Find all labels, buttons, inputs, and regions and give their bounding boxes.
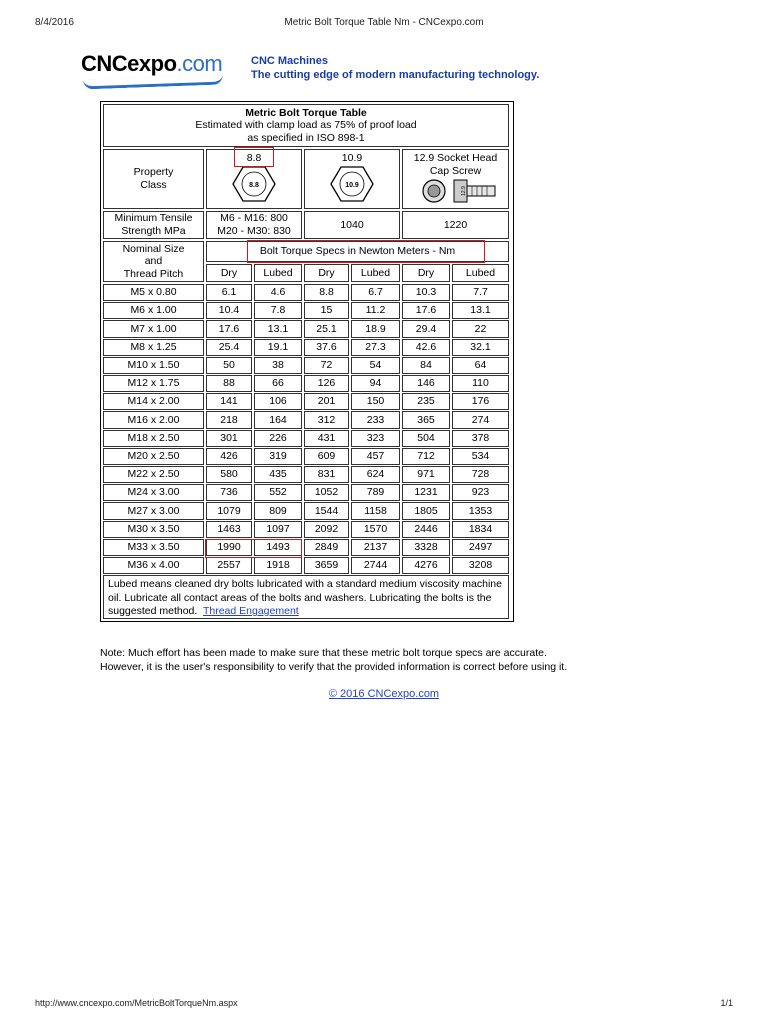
row-size-label: M5 x 0.80: [103, 284, 204, 301]
torque-value-cell: 17.6: [402, 302, 450, 319]
torque-value-cell: 323: [351, 430, 400, 447]
torque-value-cell: 971: [402, 466, 450, 483]
torque-value-cell: 2137: [351, 539, 400, 556]
torque-value-cell: 2849: [304, 539, 349, 556]
subheader-1: Lubed: [254, 264, 302, 282]
torque-value-cell: 38: [254, 357, 302, 374]
hex-129-text: 12.9: [460, 186, 467, 197]
torque-value-cell: 233: [351, 411, 400, 428]
class-129-cell: [402, 149, 509, 209]
note-line-1: Note: Much effort has been made to make sure that these metric bolt torque specs are accurate.: [100, 647, 547, 659]
table-title-cell: [103, 104, 509, 147]
torque-value-cell: 319: [254, 448, 302, 465]
torque-value-cell: 457: [351, 448, 400, 465]
min-tensile-label: Minimum Tensile Strength MPa: [103, 211, 204, 239]
row-size-label: M14 x 2.00: [103, 393, 204, 410]
table-title: Metric Bolt Torque Table: [245, 106, 367, 119]
print-page-number: 1/1: [720, 998, 733, 1008]
torque-value-cell: 25.4: [206, 339, 252, 356]
torque-value-cell: 110: [452, 375, 509, 392]
footnote-text: Lubed means cleaned dry bolts lubricated with a standard medium viscosity machine oil. Lubricate all contact areas of the bolts and washers. Lubricating the bolts is the suggested method.: [108, 578, 502, 617]
logo-main: CNCexpo: [81, 51, 177, 76]
torque-value-cell: 2497: [452, 539, 509, 556]
torque-value-cell: 13.1: [452, 302, 509, 319]
torque-value-cell: 42.6: [402, 339, 450, 356]
torque-value-cell: 1463: [206, 521, 252, 538]
torque-value-cell: 4276: [402, 557, 450, 574]
torque-value-cell: 624: [351, 466, 400, 483]
torque-value-cell: 831: [304, 466, 349, 483]
torque-value-cell: 94: [351, 375, 400, 392]
row-size-label: M33 x 3.50: [103, 539, 204, 556]
torque-value-cell: 88: [206, 375, 252, 392]
nominal-size-label: Nominal Size and Thread Pitch: [103, 241, 204, 282]
torque-value-cell: 1570: [351, 521, 400, 538]
torque-value-cell: 106: [254, 393, 302, 410]
row-size-label: M24 x 3.00: [103, 484, 204, 501]
torque-value-cell: 11.2: [351, 302, 400, 319]
torque-value-cell: 534: [452, 448, 509, 465]
torque-value-cell: 378: [452, 430, 509, 447]
torque-value-cell: 728: [452, 466, 509, 483]
torque-value-cell: 72: [304, 357, 349, 374]
torque-value-cell: 218: [206, 411, 252, 428]
table-subtitle-1: Estimated with clamp load as 75% of proof load: [195, 119, 417, 132]
torque-value-cell: 365: [402, 411, 450, 428]
torque-value-cell: 27.3: [351, 339, 400, 356]
torque-value-cell: 1097: [254, 521, 302, 538]
class-109-cell: [304, 149, 400, 209]
torque-table: [100, 101, 514, 622]
site-logo[interactable]: [81, 51, 222, 77]
torque-value-cell: 17.6: [206, 320, 252, 337]
torque-value-cell: 13.1: [254, 320, 302, 337]
torque-value-cell: 3328: [402, 539, 450, 556]
hex-bolt-109-icon: [329, 165, 375, 203]
tensile-129: 1220: [402, 211, 509, 239]
row-size-label: M8 x 1.25: [103, 339, 204, 356]
torque-value-cell: 25.1: [304, 320, 349, 337]
class-88-cell: [206, 149, 302, 209]
torque-value-cell: 66: [254, 375, 302, 392]
subheader-5: Lubed: [452, 264, 509, 282]
tensile-109: 1040: [304, 211, 400, 239]
torque-value-cell: 1353: [452, 502, 509, 519]
print-date: 8/4/2016: [35, 17, 74, 28]
hex-88-text: 8.8: [249, 181, 259, 189]
thread-engagement-link[interactable]: Thread Engagement: [202, 605, 299, 617]
torque-value-cell: 18.9: [351, 320, 400, 337]
torque-value-cell: 15: [304, 302, 349, 319]
torque-value-cell: 6.7: [351, 284, 400, 301]
class-129-label: 12.9 Socket Head Cap Screw: [413, 152, 498, 177]
row-size-label: M7 x 1.00: [103, 320, 204, 337]
torque-value-cell: 712: [402, 448, 450, 465]
print-title: Metric Bolt Torque Table Nm - CNCexpo.com: [284, 17, 484, 28]
property-class-label: Property Class: [103, 149, 204, 209]
torque-value-cell: 29.4: [402, 320, 450, 337]
torque-value-cell: 37.6: [304, 339, 349, 356]
torque-value-cell: 580: [206, 466, 252, 483]
torque-value-cell: 22: [452, 320, 509, 337]
row-size-label: M6 x 1.00: [103, 302, 204, 319]
torque-value-cell: 1805: [402, 502, 450, 519]
torque-value-cell: 1079: [206, 502, 252, 519]
torque-value-cell: 435: [254, 466, 302, 483]
torque-value-cell: 312: [304, 411, 349, 428]
tagline-subtitle: The cutting edge of modern manufacturing technology.: [251, 69, 540, 81]
torque-value-cell: 6.1: [206, 284, 252, 301]
tensile-88: M6 - M16: 800 M20 - M30: 830: [206, 211, 302, 239]
table-subtitle-2: as specified in ISO 898-1: [247, 131, 365, 144]
torque-value-cell: 146: [402, 375, 450, 392]
torque-value-cell: 141: [206, 393, 252, 410]
torque-value-cell: 2744: [351, 557, 400, 574]
torque-value-cell: 301: [206, 430, 252, 447]
torque-value-cell: 64: [452, 357, 509, 374]
subheader-2: Dry: [304, 264, 349, 282]
torque-value-cell: 1231: [402, 484, 450, 501]
logo-swoosh-icon: [83, 75, 223, 90]
specs-heading: Bolt Torque Specs in Newton Meters - Nm: [259, 245, 456, 258]
torque-value-cell: 54: [351, 357, 400, 374]
torque-value-cell: 552: [254, 484, 302, 501]
torque-value-cell: 84: [402, 357, 450, 374]
torque-value-cell: 32.1: [452, 339, 509, 356]
class-88-label: 8.8: [246, 152, 262, 164]
subheader-4: Dry: [402, 264, 450, 282]
torque-value-cell: 3659: [304, 557, 349, 574]
subheader-0: Dry: [206, 264, 252, 282]
torque-value-cell: 789: [351, 484, 400, 501]
torque-value-cell: 176: [452, 393, 509, 410]
torque-value-cell: 1918: [254, 557, 302, 574]
torque-value-cell: 226: [254, 430, 302, 447]
torque-value-cell: 1052: [304, 484, 349, 501]
torque-value-cell: 1990: [206, 539, 252, 556]
torque-value-cell: 2557: [206, 557, 252, 574]
torque-value-cell: 809: [254, 502, 302, 519]
note-line-2: However, it is the user's responsibility to verify that the provided information is correct before using it.: [100, 661, 568, 673]
row-size-label: M30 x 3.50: [103, 521, 204, 538]
tagline-title: CNC Machines: [251, 55, 329, 67]
row-size-label: M18 x 2.50: [103, 430, 204, 447]
torque-value-cell: 274: [452, 411, 509, 428]
copyright: [0, 688, 768, 700]
torque-value-cell: 1158: [351, 502, 400, 519]
torque-value-cell: 736: [206, 484, 252, 501]
row-size-label: M12 x 1.75: [103, 375, 204, 392]
torque-value-cell: 4.6: [254, 284, 302, 301]
torque-value-cell: 2446: [402, 521, 450, 538]
torque-value-cell: 50: [206, 357, 252, 374]
row-size-label: M10 x 1.50: [103, 357, 204, 374]
logo-tld: .com: [176, 51, 223, 76]
torque-value-cell: 235: [402, 393, 450, 410]
row-size-label: M20 x 2.50: [103, 448, 204, 465]
torque-value-cell: 10.3: [402, 284, 450, 301]
torque-value-cell: 1493: [254, 539, 302, 556]
torque-value-cell: 8.8: [304, 284, 349, 301]
disclaimer-note: [100, 646, 567, 674]
torque-value-cell: 126: [304, 375, 349, 392]
torque-value-cell: 609: [304, 448, 349, 465]
torque-value-cell: 19.1: [254, 339, 302, 356]
torque-value-cell: 10.4: [206, 302, 252, 319]
row-size-label: M36 x 4.00: [103, 557, 204, 574]
hex-109-text: 10.9: [345, 181, 359, 189]
subheader-3: Lubed: [351, 264, 400, 282]
row-size-label: M16 x 2.00: [103, 411, 204, 428]
socket-head-screw-icon: [408, 177, 504, 205]
class-109-label: 10.9: [341, 152, 363, 164]
print-url: http://www.cncexpo.com/MetricBoltTorqueNm.aspx: [35, 998, 238, 1008]
copyright-link[interactable]: © 2016 CNCexpo.com: [328, 688, 440, 700]
row-size-label: M27 x 3.00: [103, 502, 204, 519]
torque-value-cell: 2092: [304, 521, 349, 538]
torque-value-cell: 426: [206, 448, 252, 465]
torque-value-cell: 923: [452, 484, 509, 501]
torque-value-cell: 150: [351, 393, 400, 410]
hex-bolt-88-icon: [231, 165, 277, 203]
torque-value-cell: 7.7: [452, 284, 509, 301]
torque-value-cell: 1544: [304, 502, 349, 519]
footnote-cell: [103, 575, 509, 619]
row-size-label: M22 x 2.50: [103, 466, 204, 483]
torque-value-cell: 3208: [452, 557, 509, 574]
torque-value-cell: 201: [304, 393, 349, 410]
torque-value-cell: 164: [254, 411, 302, 428]
specs-heading-cell: [206, 241, 509, 262]
torque-value-cell: 431: [304, 430, 349, 447]
torque-value-cell: 504: [402, 430, 450, 447]
torque-value-cell: 1834: [452, 521, 509, 538]
torque-value-cell: 7.8: [254, 302, 302, 319]
